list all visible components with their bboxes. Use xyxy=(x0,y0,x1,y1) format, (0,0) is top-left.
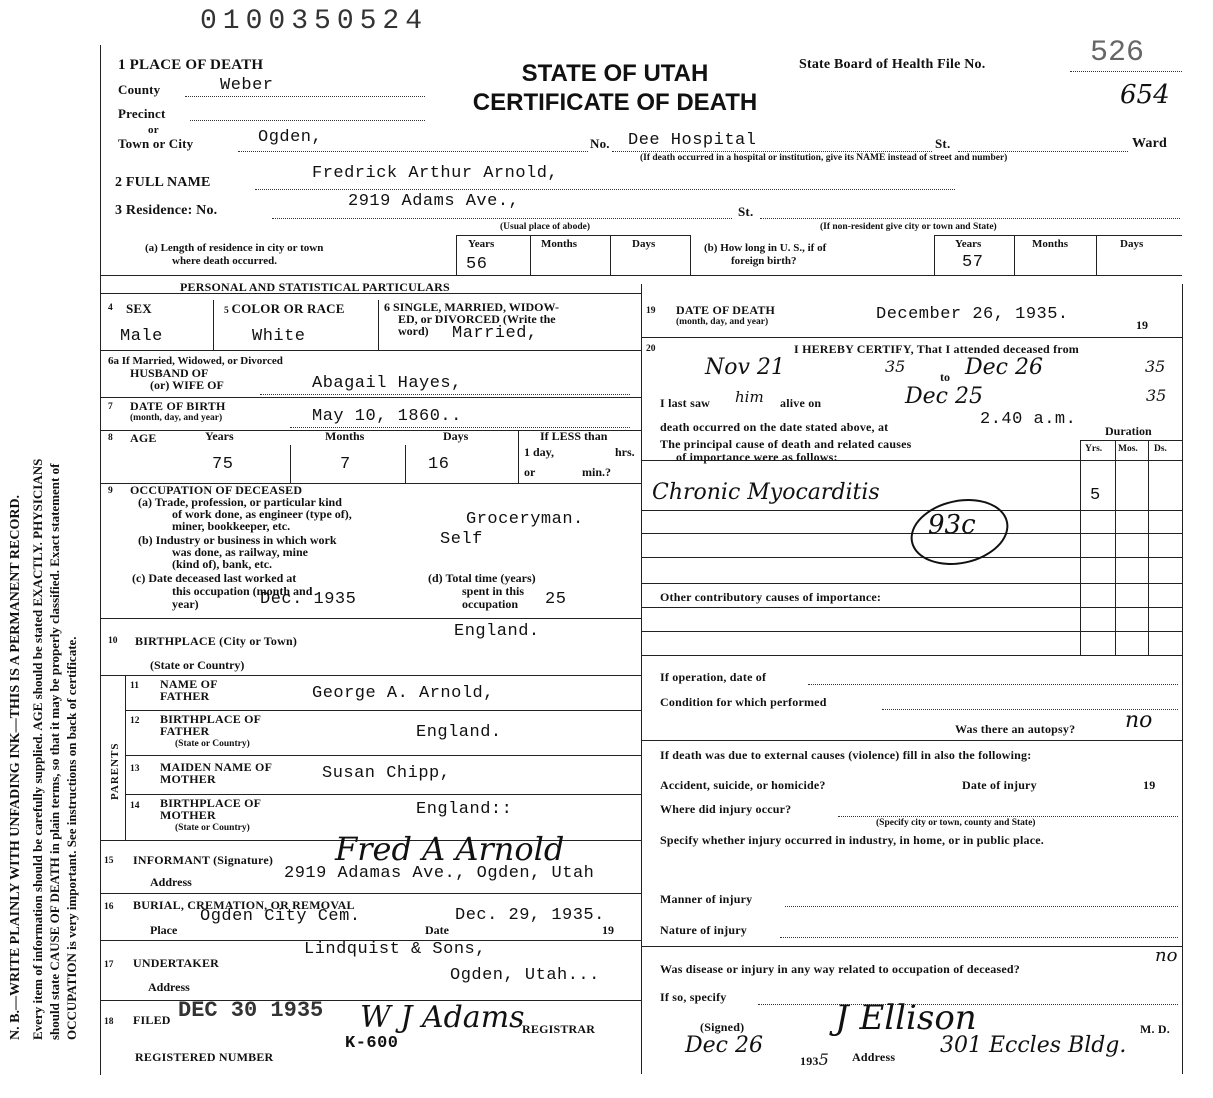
res-years-value: 56 xyxy=(466,255,488,274)
where-label: Where did injury occur? xyxy=(660,802,792,816)
duration-label: Duration xyxy=(1105,424,1152,438)
occ-c-label-3: year) xyxy=(172,597,199,611)
residence-value: 2919 Adams Ave., xyxy=(348,192,520,211)
operation-line xyxy=(808,684,1178,685)
marital-value: Married, xyxy=(452,324,538,343)
undertaker-label: UNDERTAKER xyxy=(133,956,220,970)
death-time-value: 2.40 a.m. xyxy=(980,410,1077,429)
certify-to: Dec 26 xyxy=(965,355,1043,380)
or-min-label: or xyxy=(524,465,536,479)
num-11: 11 xyxy=(130,681,139,691)
occ-a-value: Groceryman. xyxy=(466,510,584,529)
sex-divider xyxy=(213,300,214,350)
right-divider-1 xyxy=(641,337,1182,338)
birthplace-value: England. xyxy=(454,622,540,641)
precinct-line xyxy=(190,120,425,121)
last-seen-value: Dec 25 xyxy=(905,384,983,409)
informant-label: INFORMANT (Signature) xyxy=(133,853,274,867)
file-label: State Board of Health File No. xyxy=(799,57,986,72)
birthplace-label: BIRTHPLACE (City or Town) xyxy=(135,634,298,648)
certify-to-year: 35 xyxy=(1145,357,1166,376)
num-12: 12 xyxy=(130,716,140,726)
title-state: STATE OF UTAH xyxy=(521,60,709,87)
full-name-label: 2 FULL NAME xyxy=(115,175,211,190)
manner-line xyxy=(785,906,1178,907)
age-label: AGE xyxy=(130,431,157,445)
cause-years-value: 5 xyxy=(1090,486,1101,505)
sex-label: SEX xyxy=(126,301,152,316)
where-note: (Specify city or town, county and State) xyxy=(876,818,1036,828)
place-heading: 1 PLACE OF DEATH xyxy=(118,57,264,73)
death-date-value: December 26, 1935. xyxy=(876,305,1069,324)
cause-row-2 xyxy=(641,510,1182,511)
occ-d-label-3: occupation xyxy=(462,597,519,611)
related-value: no xyxy=(1155,945,1178,966)
right-divider-2 xyxy=(641,740,1182,741)
cause-row-8 xyxy=(641,655,1182,656)
num-9: 9 xyxy=(108,486,113,496)
certify-label: I HEREBY CERTIFY, That I attended deceased from xyxy=(794,342,1080,356)
st-label: St. xyxy=(935,136,951,151)
num-4: 4 xyxy=(108,303,113,313)
personal-heading: PERSONAL AND STATISTICAL PARTICULARS xyxy=(180,280,450,294)
hospital-note: (If death occurred in a hospital or institution, give its NAME instead of street and number) xyxy=(640,153,1008,163)
occ-b-label-3: (kind of), bank, etc. xyxy=(172,557,273,571)
us-cell-top xyxy=(934,235,1182,236)
occ-d-value: 25 xyxy=(545,590,567,609)
spouse-label-b: HUSBAND OF xyxy=(130,366,209,380)
row-divider-9 xyxy=(125,794,641,795)
parents-side-label: PARENTS xyxy=(109,742,121,800)
dob-value: May 10, 1860.. xyxy=(312,407,462,426)
saw-label: I last saw xyxy=(660,396,711,410)
us-cell-3 xyxy=(1096,235,1097,275)
filed-stamp: DEC 30 1935 xyxy=(178,998,324,1023)
num-10: 10 xyxy=(108,636,118,646)
residence-line xyxy=(272,218,732,219)
nonresident-note: (If non-resident give city or town and State) xyxy=(820,222,997,232)
precinct-label: Precinct xyxy=(118,106,166,121)
registrar-label: REGISTRAR xyxy=(522,1022,596,1036)
accident-label: Accident, suicide, or homicide? xyxy=(660,778,826,792)
dur-col-2 xyxy=(1115,440,1116,655)
us-years-value: 57 xyxy=(962,253,984,272)
file-number: 526 xyxy=(1090,36,1145,70)
age-years-label: Years xyxy=(205,429,234,443)
injury-date-label: Date of injury xyxy=(962,778,1037,792)
physician-address-label: Address xyxy=(852,1050,896,1064)
full-name-line xyxy=(255,189,955,190)
mother-bp-value: England:: xyxy=(416,800,513,819)
frame-left xyxy=(100,45,101,1075)
occ-b-label-1: (b) Industry or business in which work xyxy=(138,533,337,547)
cause-row-7 xyxy=(641,631,1182,632)
city-line xyxy=(238,151,588,152)
spouse-label-c: (or) WIFE OF xyxy=(150,378,224,392)
num-17: 17 xyxy=(104,960,114,970)
row-divider-2 xyxy=(100,397,641,398)
related-label: Was disease or injury in any way related to occupation of deceased? xyxy=(660,962,1020,976)
injury-year-label: 19 xyxy=(1143,778,1156,792)
length-label-a: (a) Length of residence in city or town xyxy=(145,242,324,254)
birthplace-state-label: (State or Country) xyxy=(150,658,245,672)
color-value: White xyxy=(252,327,306,346)
right-divider-3 xyxy=(641,946,1182,947)
num-13: 13 xyxy=(130,764,140,774)
marital-label-c: word) xyxy=(398,324,429,338)
res-cell-top xyxy=(456,235,690,236)
dob-label-b: (month, day, and year) xyxy=(130,413,223,423)
us-cell-1 xyxy=(934,235,935,275)
undertaker-address-label: Address xyxy=(148,980,190,994)
mos-label: Mos. xyxy=(1118,444,1138,454)
undertaker-address-value: Ogden, Utah... xyxy=(450,966,600,985)
occurred-label: death occurred on the date stated above, at xyxy=(660,420,889,434)
usual-abode-note: (Usual place of abode) xyxy=(500,222,590,232)
physician-signature: J Ellison xyxy=(835,998,977,1038)
city-value: Ogden, xyxy=(258,128,323,147)
occ-a-label-3: miner, bookkeeper, etc. xyxy=(172,519,291,533)
file-line xyxy=(1070,71,1182,72)
mother-value: Susan Chipp, xyxy=(322,764,451,783)
father-label: NAME OF FATHER xyxy=(160,677,218,703)
burial-place-value: Ogden City Cem. xyxy=(200,907,361,926)
num-19: 19 xyxy=(646,306,656,316)
external-label: If death was due to external causes (violence) fill in also the following: xyxy=(660,748,1032,762)
us-days-label: Days xyxy=(1120,238,1144,250)
md-label: M. D. xyxy=(1140,1022,1170,1036)
occ-a-label-2: of work done, as engineer (type of), xyxy=(172,507,352,521)
certify-from-year: 35 xyxy=(885,357,906,376)
residence-st-label: St. xyxy=(738,204,754,219)
father-bp-state-label: (State or Country) xyxy=(175,739,250,749)
father-bp-label: BIRTHPLACE OF FATHER xyxy=(160,712,261,738)
title-certificate: CERTIFICATE OF DEATH xyxy=(472,89,758,116)
father-value: George A. Arnold, xyxy=(312,684,494,703)
cause-label-a: The principal cause of death and related causes xyxy=(660,437,912,451)
ward-label: Ward xyxy=(1132,136,1168,151)
file-number-handwritten: 654 xyxy=(1120,80,1170,110)
side-note-4: OCCUPATION is very important. See instructions on back of certificate. xyxy=(64,636,79,1040)
county-line xyxy=(185,96,425,97)
age-years-value: 75 xyxy=(212,455,234,474)
frame-right xyxy=(1182,284,1183,1074)
row-divider-11 xyxy=(100,893,641,894)
min-label: min.? xyxy=(582,465,612,479)
mother-bp-label: BIRTHPLACE OF MOTHER xyxy=(160,796,261,822)
burial-label: BURIAL, CREMATION, OR REMOVAL xyxy=(133,898,355,912)
nature-label: Nature of injury xyxy=(660,923,747,937)
hospital-value: Dee Hospital xyxy=(628,131,757,150)
num-15: 15 xyxy=(104,856,114,866)
st-line xyxy=(958,151,1128,152)
undertaker-value: Lindquist & Sons, xyxy=(304,940,486,959)
occ-c-label-1: (c) Date deceased last worked at xyxy=(132,571,297,585)
cause-code: 93c xyxy=(928,510,976,540)
signed-date: Dec 26 xyxy=(685,1033,763,1058)
informant-signature: Fred A Arnold xyxy=(335,830,565,868)
us-label-a: (b) How long in U. S., if of xyxy=(704,242,827,254)
occ-a-label-1: (a) Trade, profession, or particular kind xyxy=(138,495,342,509)
occupation-heading: OCCUPATION OF DECEASED xyxy=(130,483,303,497)
physician-address: 301 Eccles Bldg. xyxy=(940,1033,1127,1058)
nature-line xyxy=(780,937,1178,938)
length-label-b: where death occurred. xyxy=(172,255,277,267)
row-divider-7 xyxy=(125,710,641,711)
no-label: No. xyxy=(590,136,610,151)
autopsy-label: Was there an autopsy? xyxy=(955,722,1076,736)
contrib-label: Other contributory causes of importance: xyxy=(660,590,882,604)
frame-middle xyxy=(641,284,642,1074)
age-cell-3 xyxy=(518,430,519,483)
marital-label-a: 6 SINGLE, MARRIED, WIDOW- xyxy=(384,300,560,314)
us-years-label: Years xyxy=(955,238,982,250)
alive-label: alive on xyxy=(780,396,822,410)
res-years-label: Years xyxy=(468,238,495,250)
age-cell-1 xyxy=(290,445,291,483)
cause-row-4 xyxy=(641,557,1182,558)
father-bp-value: England. xyxy=(416,723,502,742)
cause-row-6 xyxy=(641,607,1182,608)
us-label-b: foreign birth? xyxy=(731,255,797,267)
num-16: 16 xyxy=(104,902,114,912)
residence-label: 3 Residence: No. xyxy=(115,203,218,218)
age-cell-2 xyxy=(405,445,406,483)
num-14: 14 xyxy=(130,801,140,811)
occ-b-value: Self xyxy=(440,530,483,549)
yrs-label: Yrs. xyxy=(1085,444,1103,454)
signed-year: 1935 xyxy=(800,1050,829,1069)
occ-c-label-2: this occupation (month and xyxy=(172,584,313,598)
age-months-value: 7 xyxy=(340,455,351,474)
or-label: or xyxy=(148,124,159,136)
cause-row-1 xyxy=(641,460,1182,461)
dob-line xyxy=(290,427,630,428)
signed-label: (Signed) xyxy=(700,1020,745,1034)
row-divider-6 xyxy=(100,675,641,676)
where-line xyxy=(838,816,1178,817)
registered-value: K-600 xyxy=(345,1034,399,1053)
death-date-label-b: (month, day, and year) xyxy=(676,317,769,327)
num-18: 18 xyxy=(104,1017,114,1027)
burial-date-label: Date xyxy=(425,923,449,937)
res-cell-3 xyxy=(610,235,611,275)
side-note-3: should state CAUSE OF DEATH in plain terms, so that it may be properly classified. Exact statement of xyxy=(47,463,62,1040)
registrar-signature: W J Adams xyxy=(360,1000,525,1035)
dur-col-3 xyxy=(1148,440,1149,655)
num-8: 8 xyxy=(108,433,113,443)
res-cell-1 xyxy=(456,235,457,275)
informant-address-label: Address xyxy=(150,875,192,889)
operation-label: If operation, date of xyxy=(660,670,767,684)
death-date-label-a: DATE OF DEATH xyxy=(676,303,776,317)
last-seen-year: 35 xyxy=(1146,386,1167,405)
burial-year-suffix: 19 xyxy=(602,923,614,937)
specify-label: Specify whether injury occurred in industry, in home, or in public place. xyxy=(660,833,1044,847)
num-7: 7 xyxy=(108,402,113,412)
occ-d-label-2: spent in this xyxy=(462,584,525,598)
color-label: 5 COLOR OR RACE xyxy=(224,301,345,316)
registered-label: REGISTERED NUMBER xyxy=(135,1050,274,1064)
spouse-value: Abagail Hayes, xyxy=(312,374,462,393)
autopsy-value: no xyxy=(1125,708,1153,733)
mother-label: MAIDEN NAME OF MOTHER xyxy=(160,760,272,786)
occ-b-label-2: was done, as railway, mine xyxy=(172,545,309,559)
cause-row-5 xyxy=(641,583,1182,584)
ds-label: Ds. xyxy=(1154,444,1167,454)
certify-from: Nov 21 xyxy=(705,355,785,380)
row-divider-1 xyxy=(100,350,641,351)
dob-label-a: DATE OF BIRTH xyxy=(130,399,226,413)
spouse-line xyxy=(260,394,630,395)
informant-address-value: 2919 Adamas Ave., Ogden, Utah xyxy=(284,864,595,883)
residence-st-line xyxy=(760,218,1180,219)
death-year-suffix: 19 xyxy=(1136,318,1148,332)
less-label: If LESS than xyxy=(540,429,608,443)
saw-who: him xyxy=(735,388,764,406)
day-label: 1 day, xyxy=(524,445,555,459)
occ-c-value: Dec. 1935 xyxy=(260,590,357,609)
num-20: 20 xyxy=(646,344,656,354)
filed-label: FILED xyxy=(133,1013,171,1027)
ifso-label: If so, specify xyxy=(660,990,727,1004)
town-label: Town or City xyxy=(118,136,194,151)
dur-head-top xyxy=(1080,440,1182,441)
burial-date-value: Dec. 29, 1935. xyxy=(455,906,605,925)
to-label: to xyxy=(940,370,950,384)
parents-bracket xyxy=(125,675,126,840)
cause-label-b: of importance were as follows: xyxy=(676,450,838,464)
mother-bp-state-label: (State or Country) xyxy=(175,823,250,833)
res-cell-4 xyxy=(690,235,691,275)
burial-place-label: Place xyxy=(150,923,178,937)
occ-d-label-1: (d) Total time (years) xyxy=(428,571,536,585)
age-months-label: Months xyxy=(325,429,365,443)
serial-number: 0100350524 xyxy=(200,6,429,37)
spouse-label-a: 6a If Married, Widowed, or Divorced xyxy=(108,355,283,367)
marital-label-b: ED, or DIVORCED (Write the xyxy=(398,312,556,326)
condition-label: Condition for which performed xyxy=(660,695,827,709)
county-label: County xyxy=(118,82,161,97)
dur-col-1 xyxy=(1080,440,1081,655)
full-name-value: Fredrick Arthur Arnold, xyxy=(312,164,559,183)
side-note-2: Every item of information should be carefully supplied. AGE should be stated EXACTLY. PHYSICIANS xyxy=(30,458,45,1040)
us-months-label: Months xyxy=(1032,238,1069,250)
hospital-line xyxy=(612,151,932,152)
res-cell-2 xyxy=(530,235,531,275)
hrs-label: hrs. xyxy=(615,445,635,459)
row-divider-5 xyxy=(100,618,641,619)
us-cell-2 xyxy=(1014,235,1015,275)
age-days-label: Days xyxy=(443,429,469,443)
cause-value: Chronic Myocarditis xyxy=(652,480,880,505)
row-divider-8 xyxy=(125,755,641,756)
res-days-label: Days xyxy=(632,238,656,250)
side-note-1: N. B.—WRITE PLAINLY WITH UNFADING INK—THIS IS A PERMANENT RECORD. xyxy=(8,494,23,1040)
manner-label: Manner of injury xyxy=(660,892,753,906)
county-value: Weber xyxy=(220,76,274,95)
divider-residence xyxy=(100,275,1182,276)
sex-value: Male xyxy=(120,327,163,346)
res-months-label: Months xyxy=(541,238,578,250)
color-divider xyxy=(378,300,379,350)
age-days-value: 16 xyxy=(428,455,450,474)
